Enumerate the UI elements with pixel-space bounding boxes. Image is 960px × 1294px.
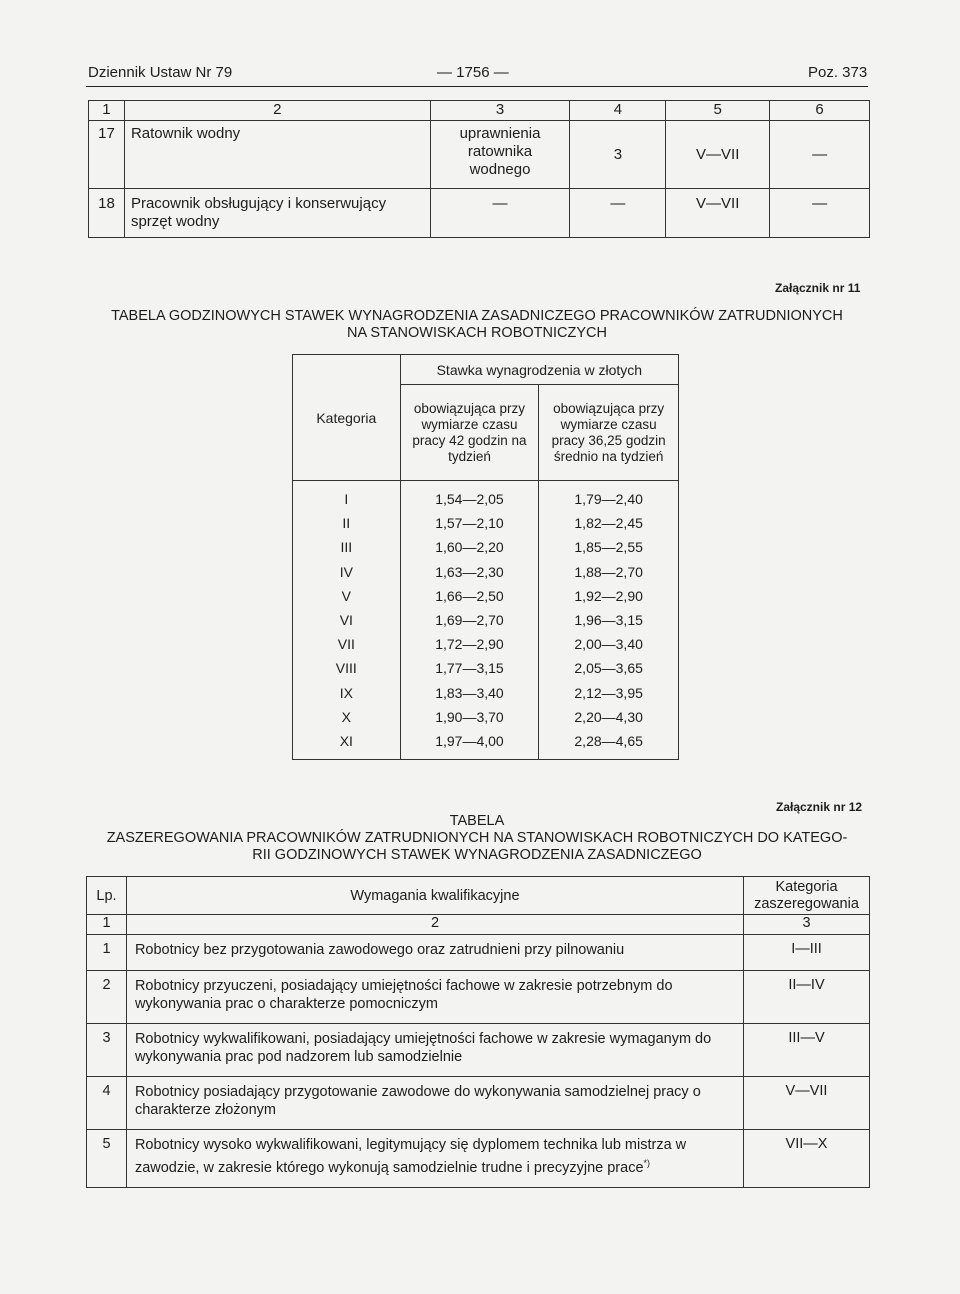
- header-requirements: Wymagania kwalifikacyjne: [126, 877, 743, 915]
- table-row: [293, 560, 679, 584]
- rate-36h: 1,79—2,40: [539, 481, 679, 512]
- column-number-row: [89, 101, 870, 121]
- rate-42h: 1,97—4,00: [400, 729, 539, 760]
- header-lp: Lp.: [87, 877, 127, 915]
- rate-42h: 1,66—2,50: [400, 584, 539, 608]
- rate-42h: 1,90—3,70: [400, 705, 539, 729]
- row-number: 2: [87, 971, 127, 1024]
- annex-12-label: Załącznik nr 12: [776, 800, 863, 814]
- table-row: [293, 656, 679, 680]
- row-number: 5: [87, 1130, 127, 1188]
- table-row: [89, 121, 870, 189]
- col-number: 1: [87, 915, 127, 935]
- category: VII: [293, 632, 401, 656]
- category: IX: [293, 681, 401, 705]
- cell-col5: V—VII: [666, 121, 770, 189]
- rate-36h: 2,05—3,65: [539, 656, 679, 680]
- header-36h: obowiązująca przy wymiarze czasu pracy 36,25 godzin średnio na tydzień: [539, 385, 679, 481]
- row-number: 18: [89, 189, 125, 238]
- table-row: [293, 681, 679, 705]
- annex-11-title-line: NA STANOWISKACH ROBOTNICZYCH: [347, 325, 607, 341]
- rate-42h: 1,57—2,10: [400, 511, 539, 535]
- category: VI: [293, 608, 401, 632]
- rate-42h: 1,60—2,20: [400, 535, 539, 559]
- col-number: 3: [744, 915, 870, 935]
- cell-col4: —: [570, 189, 666, 238]
- annex-12-title: [86, 813, 868, 864]
- annex-12-title-line: RII GODZINOWYCH STAWEK WYNAGRODZENIA ZASADNICZEGO: [252, 847, 702, 863]
- table-row: [87, 935, 870, 971]
- row-number: 4: [87, 1077, 127, 1130]
- annex-11-title: [86, 308, 868, 342]
- rate-42h: 1,83—3,40: [400, 681, 539, 705]
- rate-42h: 1,63—2,30: [400, 560, 539, 584]
- col-number: 2: [126, 915, 743, 935]
- category-range: III—V: [744, 1024, 870, 1077]
- category-range: VII—X: [744, 1130, 870, 1188]
- rate-36h: 2,00—3,40: [539, 632, 679, 656]
- col-number: 3: [430, 101, 570, 121]
- rate-42h: 1,77—3,15: [400, 656, 539, 680]
- annex-11-title-line: TABELA GODZINOWYCH STAWEK WYNAGRODZENIA ZASADNICZEGO PRACOWNIKÓW ZATRUDNIONYCH: [111, 308, 843, 324]
- row-number: 1: [87, 935, 127, 971]
- table-row: [89, 189, 870, 238]
- annex-11-label: Załącznik nr 11: [775, 281, 861, 295]
- continuation-table: [88, 100, 870, 238]
- requirement-text: Robotnicy posiadający przygotowanie zawodowe do wykonywania samodzielnej pracy o charakterze złożonym: [126, 1077, 743, 1130]
- table-row: [87, 1024, 870, 1077]
- row-number: 3: [87, 1024, 127, 1077]
- col-number: 6: [770, 101, 870, 121]
- category: XI: [293, 729, 401, 760]
- category-range: V—VII: [744, 1077, 870, 1130]
- qualification: uprawnienia ratownika wodnego: [430, 121, 570, 189]
- cell-col4: 3: [570, 121, 666, 189]
- table-row: [293, 632, 679, 656]
- table-row: [293, 729, 679, 760]
- table-row: [293, 511, 679, 535]
- header-wage-group: Stawka wynagrodzenia w złotych: [400, 355, 678, 385]
- rate-36h: 1,88—2,70: [539, 560, 679, 584]
- table-row: [293, 481, 679, 512]
- col-number: 4: [570, 101, 666, 121]
- table-row: [87, 1130, 870, 1188]
- cell-col5: V—VII: [666, 189, 770, 238]
- category: II: [293, 511, 401, 535]
- table-row: [87, 971, 870, 1024]
- category: I: [293, 481, 401, 512]
- table-row: [293, 535, 679, 559]
- footnote-mark: *): [643, 1158, 651, 1168]
- category-range: I—III: [744, 935, 870, 971]
- category: III: [293, 535, 401, 559]
- header-rule: [86, 86, 868, 87]
- requirement-text: Robotnicy bez przygotowania zawodowego oraz zatrudnieni przy pilnowaniu: [126, 935, 743, 971]
- category: IV: [293, 560, 401, 584]
- cell-col6: —: [770, 189, 870, 238]
- page-number: — 1756 —: [437, 64, 509, 81]
- header-kategoria: Kategoria: [293, 355, 401, 481]
- requirement-text-body: Robotnicy wysoko wykwalifikowani, legitymujący się dyplomem technika lub mistrza w zawodzie, w zakresie którego wykonują samodzielnie trudne i precyzyjne prace: [134, 1137, 687, 1176]
- table-row: [293, 705, 679, 729]
- rate-36h: 2,12—3,95: [539, 681, 679, 705]
- rate-36h: 2,28—4,65: [539, 729, 679, 760]
- header-category: Kategoria zaszeregowania: [744, 877, 870, 915]
- qualification: —: [430, 189, 570, 238]
- wage-rate-table: [292, 354, 679, 760]
- rate-36h: 2,20—4,30: [539, 705, 679, 729]
- table-row: [293, 608, 679, 632]
- rate-42h: 1,69—2,70: [400, 608, 539, 632]
- col-number: 5: [666, 101, 770, 121]
- table-row: [293, 584, 679, 608]
- requirement-text: Robotnicy przyuczeni, posiadający umiejętności fachowe w zakresie potrzebnym do wykonywania prac o charakterze pomocniczym: [126, 971, 743, 1024]
- cell-col6: —: [770, 121, 870, 189]
- requirement-text: [126, 1130, 743, 1188]
- col-number: 1: [89, 101, 125, 121]
- category: VIII: [293, 656, 401, 680]
- annex-12-title-line: TABELA: [449, 813, 505, 829]
- row-number: 17: [89, 121, 125, 189]
- qualification-table: [86, 876, 870, 1188]
- table-row: [87, 1077, 870, 1130]
- rate-36h: 1,82—2,45: [539, 511, 679, 535]
- category: V: [293, 584, 401, 608]
- journal-title: Dziennik Ustaw Nr 79: [88, 64, 233, 81]
- job-title: Pracownik obsługujący i konserwujący sprzęt wodny: [124, 189, 430, 238]
- job-title: Ratownik wodny: [124, 121, 430, 189]
- category: X: [293, 705, 401, 729]
- position-number: Poz. 373: [808, 64, 868, 81]
- rate-36h: 1,85—2,55: [539, 535, 679, 559]
- col-number: 2: [124, 101, 430, 121]
- category-range: II—IV: [744, 971, 870, 1024]
- requirement-text: Robotnicy wykwalifikowani, posiadający umiejętności fachowe w zakresie wymaganym do wykonywania prac pod nadzorem lub samodzielnie: [126, 1024, 743, 1077]
- rate-42h: 1,72—2,90: [400, 632, 539, 656]
- header-42h: obowiązująca przy wymiarze czasu pracy 42 godzin na tydzień: [400, 385, 539, 481]
- rate-36h: 1,92—2,90: [539, 584, 679, 608]
- rate-36h: 1,96—3,15: [539, 608, 679, 632]
- rate-42h: 1,54—2,05: [400, 481, 539, 512]
- annex-12-title-line: ZASZEREGOWANIA PRACOWNIKÓW ZATRUDNIONYCH NA STANOWISKACH ROBOTNICZYCH DO KATEGO-: [106, 830, 848, 846]
